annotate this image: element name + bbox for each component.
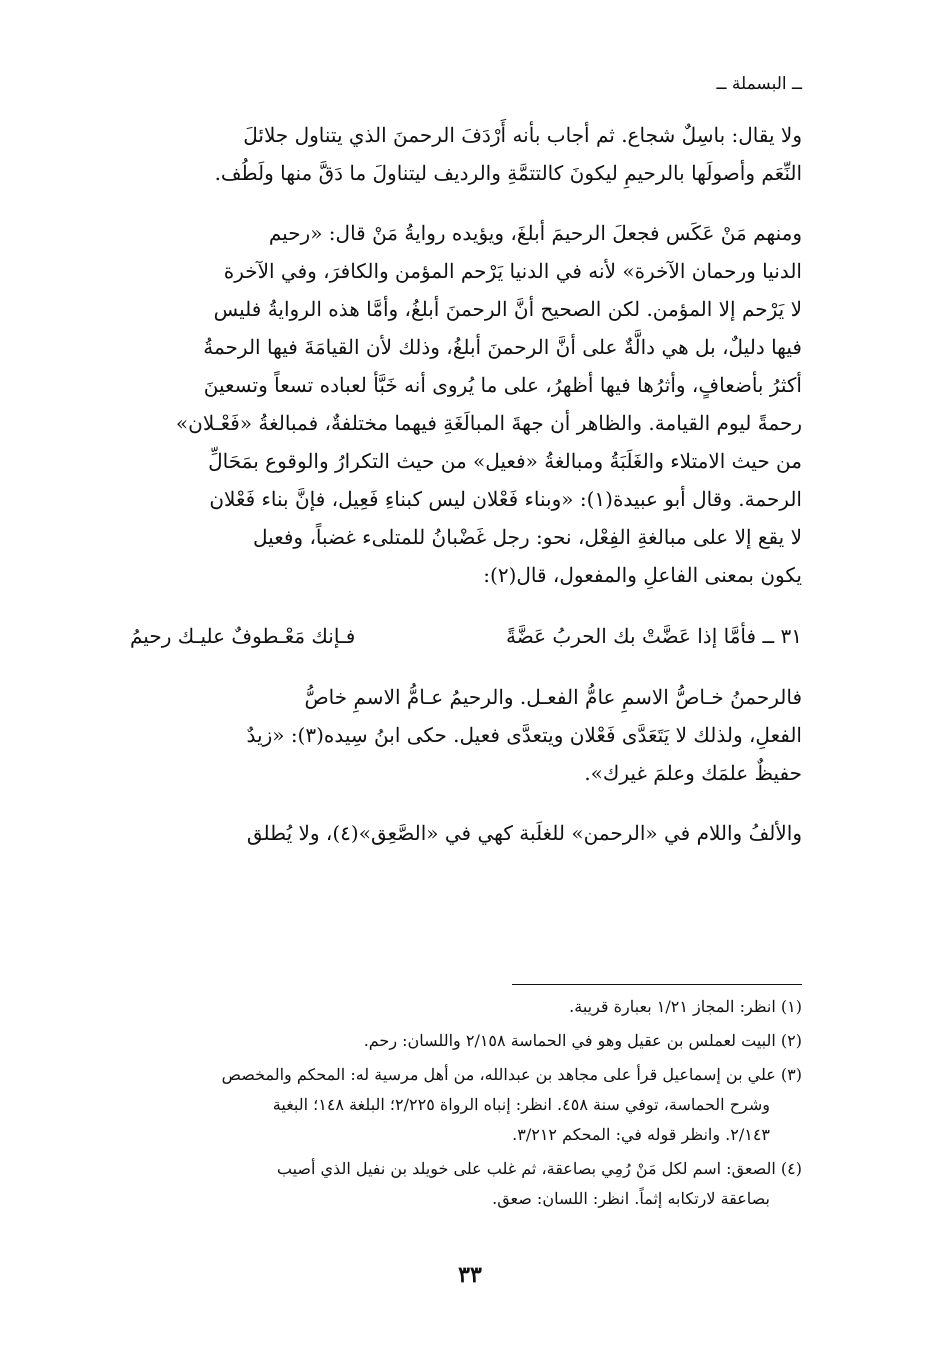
- text-line: فيها دليلٌ، بل هي دالَّةٌ على أنَّ الرحمنَ أبلغُ، وذلك لأن القيامَةَ فيها الرحمةُ: [203, 335, 802, 359]
- text-line: ولا يقال: باسِلٌ شجاع. ثم أجاب بأنه أَرْدَفَ الرحمنَ الذي يتناول جلائلَ: [243, 123, 802, 147]
- text-line: فالرحمنُ خـاصُّ الاسمِ عامُّ الفعـل. والرحيمُ عـامُّ الاسمِ خاصُّ: [304, 685, 802, 709]
- footnote-line: ٢/١٤٣. وانظر قوله في: المحكم ٣/٢١٢.: [512, 1125, 770, 1144]
- text-line: أكثرُ بأضعافٍ، وأثرُها فيها أظهرُ، على ما يُروى أنه خَبَّأ لعباده تسعاً وتسعينَ: [203, 373, 802, 397]
- running-head: ــ البسملة ــ: [716, 74, 802, 94]
- footnote-line: (١) انظر: المجاز ١/٢١ بعبارة قريبة.: [569, 997, 802, 1016]
- text-line: من حيث الامتلاء والغَلَبَةُ ومبالغةُ «فعيل» من حيث التكرارُ والوقوع بمَحَالِّ: [208, 449, 802, 473]
- text-line: الدنيا ورحمان الآخرة» لأنه في الدنيا يَرْحم المؤمن والكافرَ، وفي الآخرة: [223, 259, 802, 283]
- footnote: [130, 992, 802, 1022]
- verse-first-hemistich: فأمَّا إذا عَضَّتْ بك الحربُ عَضَّةً: [506, 624, 757, 648]
- poetry-verse: [130, 616, 802, 656]
- text-line: الفعلِ، ولذلك لا يَتَعَدَّى فَعْلان ويتعدَّى فعيل. حكى ابنُ سِيده(٣): «زيدٌ: [246, 723, 802, 747]
- footnote-line: (٣) علي بن إسماعيل قرأ على مجاهد بن عبدالله، من أهل مرسية له: المحكم والمخصص: [221, 1065, 802, 1084]
- page-number: ٣٣: [458, 1262, 482, 1288]
- text-line: النِّعَم وأصولَها بالرحيمِ ليكونَ كالتتمَّةِ والرديف ليتناولَ ما دَقَّ منها ولَطُف.: [214, 161, 802, 185]
- footnote-line: بصاعقة لارتكابه إثماً. انظر: اللسان: صعق.: [492, 1189, 770, 1208]
- verse-first-part: [506, 616, 802, 656]
- footnote-line: (٢) البيت لعملس بن عقيل وهو في الحماسة ٢/١٥٨ واللسان: رحم.: [363, 1031, 802, 1050]
- footnote: [130, 1060, 802, 1150]
- text-line: لا يَرْحم إلا المؤمن. لكن الصحيح أنَّ الرحمنَ أبلغُ، وأمَّا هذه الروايةُ فليس: [213, 297, 802, 321]
- text-line: يكون بمعنى الفاعلِ والمفعول، قال(٢):: [483, 563, 802, 587]
- text-line: لا يقع إلا على مبالغةِ الفِعْل، نحو: رجل غَضْبانُ للمتلىء غضباً، وفعيل: [253, 525, 802, 549]
- text-line: والألفُ واللام في «الرحمن» للغلَبة كهي في «الصَّعِق»(٤)، ولا يُطلق: [246, 821, 802, 845]
- verse-second-hemistich: فـإنك مَعْـطوفٌ عليـك رحيمُ: [130, 624, 356, 648]
- text-line: رحمةً ليوم القيامة. والظاهر أن جهةَ المبالَغَةِ فيهما مختلفةٌ، فمبالغةُ «فَعْـلان»: [175, 411, 802, 435]
- footnote: [130, 1154, 802, 1214]
- text-line: الرحمة. وقال أبو عبيدة(١): «وبناء فَعْلان ليس كبناءِ فَعِيل، فإنَّ بناء فَعْلان: [209, 487, 802, 511]
- verse-number: ٣١ ــ: [762, 624, 802, 648]
- text-line: ومنهم مَنْ عَكَس فجعلَ الرحيمَ أبلغَ، ويؤيده روايةُ مَنْ قال: «رحيم: [268, 221, 802, 245]
- footnote-line: وشرح الحماسة، توفي سنة ٤٥٨. انظر: إنباه الرواة ٢/٢٢٥؛ البلغة ١٤٨؛ البغية: [272, 1095, 770, 1114]
- text-line: حفيظٌ علمَك وعلمَ غيرك».: [584, 761, 802, 785]
- footnote: [130, 1026, 802, 1056]
- footnotes: [130, 992, 802, 1214]
- main-text: [130, 116, 802, 852]
- footnote-separator: [512, 984, 802, 985]
- footnote-line: (٤) الصعق: اسم لكل مَنْ رُمِي بصاعقة، ثم غلب على خويلد بن نفيل الذي أصيب: [276, 1159, 802, 1178]
